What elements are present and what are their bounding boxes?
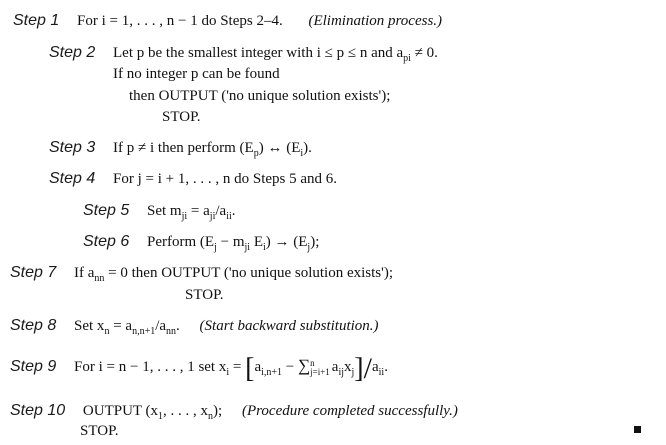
step-3-text: If p ≠ i then perform $(E_p)$ ↔ $(E_i)$. (113, 140, 312, 159)
step-7-stop: STOP. (185, 287, 224, 303)
step-2-text-4: STOP. (162, 109, 201, 125)
step-6-text: Perform ($E_j - m_{ji}$ $E_i) \to (E_j)$; (147, 234, 320, 253)
step-5-label: Step 5 (83, 202, 130, 219)
step-1-note: (Elimination process.) (308, 13, 443, 29)
step-2-text-2: If no integer p can be found (113, 66, 280, 82)
step-8-label: Step 8 (10, 317, 57, 334)
step-1-text: For i = 1, . . . , n − 1 do Steps 2–4. (77, 13, 283, 29)
end-of-proof-square-icon (634, 426, 641, 433)
step-5-text: Set $m_{ji} = a_{ji}/a_{ii}$. (147, 203, 236, 222)
step-10-text: OUTPUT ($x_1$, . . . , $x_n$); (82, 403, 223, 422)
step-4-text: For j = i + 1, . . . , n do Steps 5 and 6. (113, 171, 338, 187)
step-9-row (10, 352, 388, 385)
step-10-note: (Procedure completed successfully.) (241, 403, 458, 419)
step-7-row (10, 264, 393, 288)
step-1-row (13, 12, 442, 30)
sum-symbol: ∑ (298, 356, 311, 375)
right-bracket: ] (354, 353, 364, 384)
step-8-note: (Start backward substitution.) (199, 318, 379, 334)
step-7-text: If $a_{nn} = 0$ then OUTPUT ('no unique solution exists'); (74, 265, 393, 284)
step-8-text: Set $x_n = a_{n,n+1}/a_{nn}$. (74, 318, 180, 337)
step-10-row (10, 402, 458, 426)
step-4-label: Step 4 (49, 170, 96, 187)
step-6-label: Step 6 (83, 233, 130, 250)
step-5-row (83, 202, 236, 226)
step-10-stop: STOP. (80, 423, 119, 439)
step-8-row (10, 317, 379, 341)
step-9-text: For i = n − 1, . . . , 1 set $x_i = [a_{i,n+1}$ − ∑ n j=i+1 $a_{ij}x_j]/a_{ii}$. (74, 352, 388, 385)
step-4-row (49, 170, 337, 188)
step-1-label: Step 1 (13, 12, 60, 29)
step-3-label: Step 3 (49, 139, 96, 156)
step-3-row (49, 139, 312, 163)
step-2-text-3: then OUTPUT ('no unique solution exists'); (129, 88, 391, 104)
step-7-label: Step 7 (10, 264, 57, 281)
step-2-text-1: Let p be the smallest integer with i ≤ p ≤ n and $a_{pi} \ne 0$. (113, 45, 438, 64)
step-9-label: Step 9 (10, 358, 57, 375)
step-2-label: Step 2 (49, 44, 96, 61)
left-bracket: [ (245, 353, 255, 384)
step-6-row (83, 233, 319, 257)
division-slash: / (363, 352, 372, 385)
step-10-label: Step 10 (10, 402, 66, 419)
